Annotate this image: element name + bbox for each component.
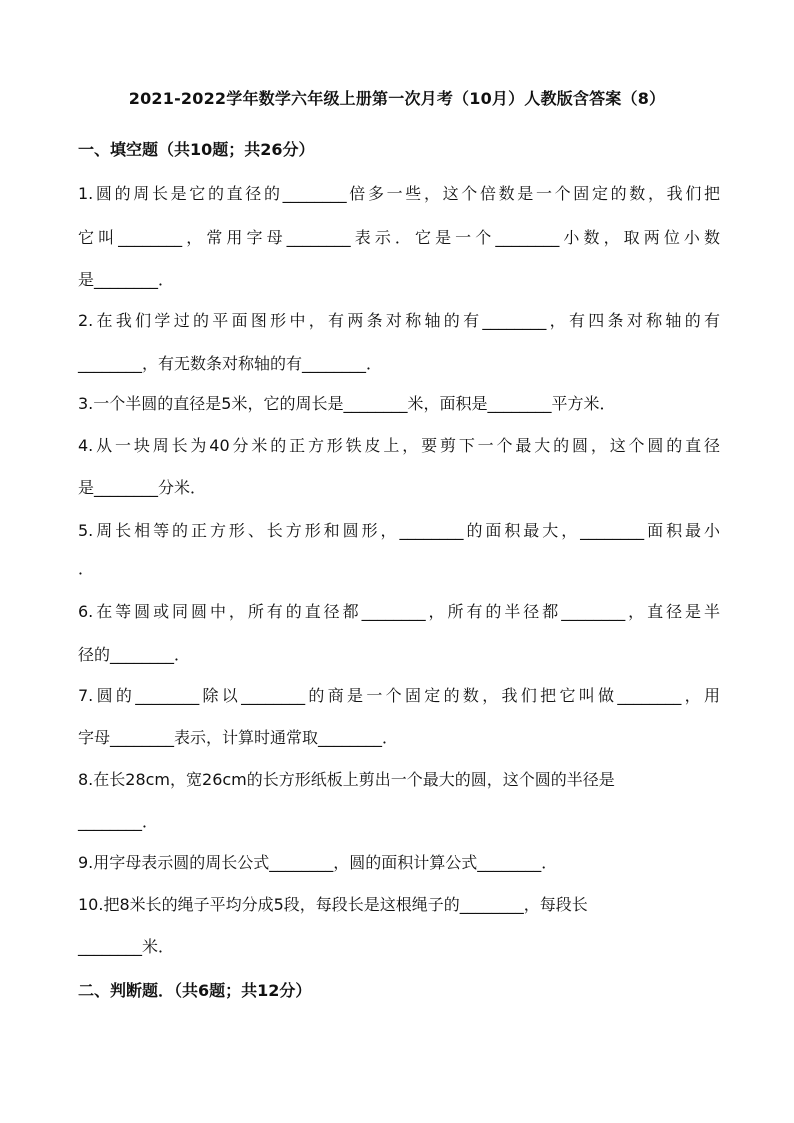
question-5-line-2: ．: [78, 559, 95, 578]
question-2-line-1: 2.在我们学过的平面图形中，有两条对称轴的有________，有四条对称轴的有: [78, 311, 720, 330]
question-7-line-1: 7.圆的________除以________的商是一个固定的数，我们把它叫做________，用: [78, 686, 720, 705]
question-3-line-1: 3.一个半圆的直径是5米，它的周长是________米，面积是________平方米．: [78, 394, 616, 413]
question-1-line-3: 是________．: [78, 270, 175, 289]
question-8-line-1: 8.在长28cm，宽26cm的长方形纸板上剪出一个最大的圆，这个圆的半径是: [78, 770, 615, 789]
section-heading-true-false: 二、判断题．（共6题；共12分）: [78, 981, 312, 1000]
question-9-line-1: 9.用字母表示圆的周长公式________，圆的面积计算公式________．: [78, 853, 558, 872]
page-title: 2021-2022学年数学六年级上册第一次月考（10月）人教版含答案（8）: [128, 89, 666, 108]
question-10-line-1: 10.把8米长的绳子平均分成5段，每段长是这根绳子的________，每段长: [78, 895, 588, 914]
question-5-line-1: 5.周长相等的正方形、长方形和圆形，________的面积最大，________面积最小: [78, 521, 720, 540]
question-1-line-2: 它叫________，常用字母________表示．它是一个________小数，取两位小数: [78, 228, 720, 247]
question-8-line-2: ________．: [78, 812, 159, 831]
question-6-line-1: 6.在等圆或同圆中，所有的直径都________，所有的半径都________，直径是半: [78, 602, 720, 621]
question-6-line-2: 径的________．: [78, 645, 191, 664]
question-4-line-1: 4.从一块周长为40分米的正方形铁皮上，要剪下一个最大的圆，这个圆的直径: [78, 436, 720, 455]
question-2-line-2: ________，有无数条对称轴的有________．: [78, 354, 383, 373]
question-4-line-2: 是________分米．: [78, 478, 207, 497]
section-heading-fill-in: 一、填空题（共10题；共26分）: [78, 140, 315, 159]
question-10-line-2: ________米．: [78, 937, 175, 956]
question-7-line-2: 字母________表示，计算时通常取________．: [78, 728, 399, 747]
question-1-line-1: 1.圆的周长是它的直径的________倍多一些，这个倍数是一个固定的数，我们把: [78, 184, 720, 203]
